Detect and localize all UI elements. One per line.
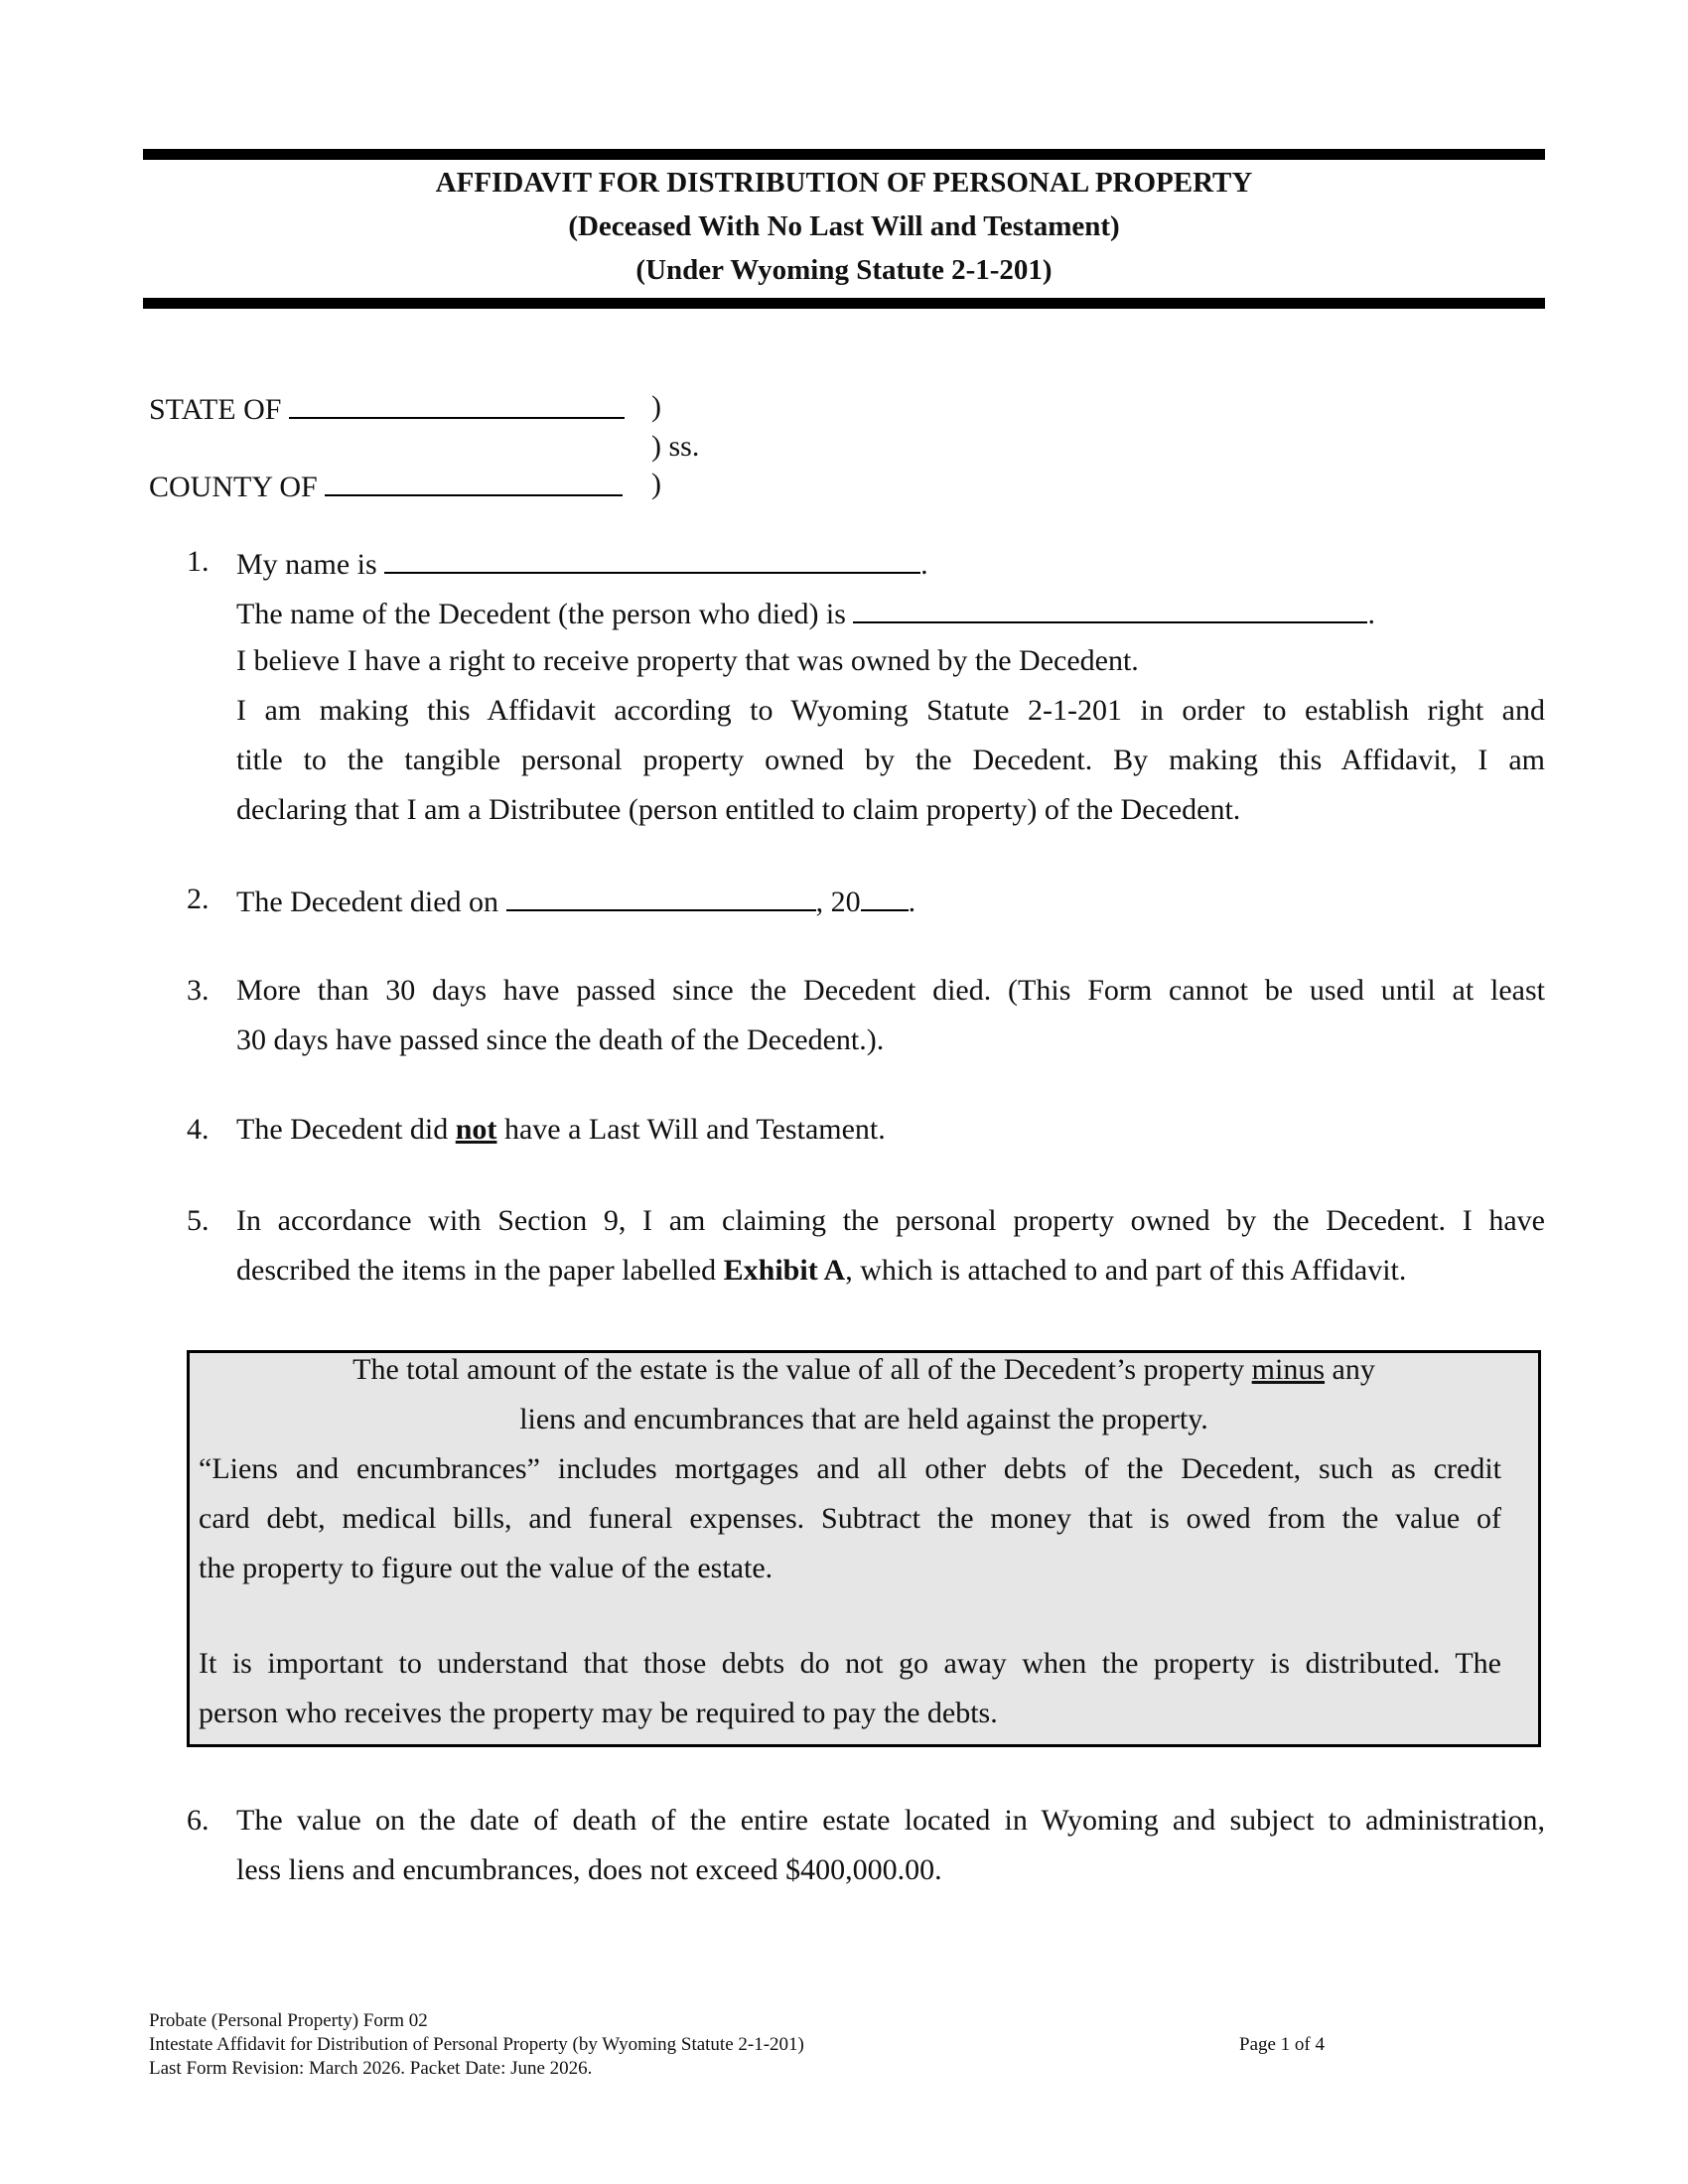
death-year-field[interactable] — [861, 882, 909, 911]
affiant-name-field[interactable] — [384, 544, 920, 574]
exhibit-a-label: Exhibit A — [723, 1254, 846, 1287]
top-rule — [143, 149, 1545, 160]
bottom-rule — [143, 298, 1545, 309]
item-1-line-5: title to the tangible personal property owned by the Decedent. By making this Affidavit, I am — [236, 744, 1545, 776]
minus-underlined: minus — [1251, 1353, 1326, 1386]
item-5-number: 5. — [187, 1204, 210, 1237]
item-2-number: 2. — [187, 883, 210, 915]
period: . — [920, 548, 928, 581]
notice-line-2: liens and encumbrances that are held against the property. — [519, 1403, 1208, 1435]
item-1-line-4: I am making this Affidavit according to Wyoming Statute 2-1-201 in order to establish right and — [236, 694, 1545, 727]
notice-line-6: It is important to understand that those debts do not go away when the property is distributed. The — [199, 1647, 1501, 1680]
no-will-pre: The Decedent did — [236, 1113, 449, 1146]
state-label: STATE OF — [149, 393, 282, 426]
item-3-number: 3. — [187, 974, 210, 1007]
notice-line-7: person who receives the property may be required to pay the debts. — [199, 1697, 998, 1729]
state-field[interactable] — [289, 389, 625, 419]
item-1-line-6: declaring that I am a Distributee (person entitled to claim property) of the Decedent. — [236, 793, 1241, 826]
death-date-field[interactable] — [506, 882, 816, 911]
venue-paren-1: ) — [651, 390, 661, 423]
item-1-line-3: I believe I have a right to receive property that was owned by the Decedent. — [236, 644, 1139, 677]
no-will-post: have a Last Will and Testament. — [503, 1113, 886, 1146]
item-1-line-1 — [236, 544, 928, 583]
item-6-line-2: less liens and encumbrances, does not exceed $400,000.00. — [236, 1853, 942, 1886]
item-4-number: 4. — [187, 1113, 210, 1146]
death-date-label: The Decedent died on — [236, 886, 499, 918]
item-1-number: 1. — [187, 545, 210, 578]
item-4-line — [236, 1112, 886, 1148]
document-subtitle: (Deceased With No Last Will and Testament) — [568, 210, 1120, 242]
county-line — [149, 467, 623, 505]
decedent-name-field[interactable] — [853, 594, 1367, 623]
statute-subtitle: (Under Wyoming Statute 2-1-201) — [635, 254, 1053, 286]
period: . — [908, 886, 916, 918]
item-6-number: 6. — [187, 1804, 210, 1837]
state-line — [149, 389, 625, 428]
notice-line-4: card debt, medical bills, and funeral expenses. Subtract the money that is owed from the value of — [199, 1502, 1501, 1535]
decedent-name-label: The name of the Decedent (the person who died) is — [236, 598, 846, 630]
name-label: My name is — [236, 548, 377, 581]
item-3-line-2: 30 days have passed since the death of the Decedent.). — [236, 1024, 885, 1056]
exhibit-pre: described the items in the paper labelled — [236, 1254, 717, 1287]
item-2-line — [236, 882, 915, 920]
venue-ss: ) ss. — [651, 430, 700, 463]
venue-paren-2: ) — [651, 468, 661, 500]
footer-revision: Last Form Revision: March 2026. Packet Date: June 2026. — [149, 2058, 593, 2079]
notice-line-5: the property to figure out the value of the estate. — [199, 1552, 774, 1584]
county-label: COUNTY OF — [149, 471, 318, 503]
footer-form-number: Probate (Personal Property) Form 02 — [149, 2010, 428, 2031]
item-3-line-1: More than 30 days have passed since the Decedent died. (This Form cannot be used until at least — [236, 974, 1545, 1007]
document-title: AFFIDAVIT FOR DISTRIBUTION OF PERSONAL PROPERTY — [435, 167, 1253, 199]
period: . — [1367, 598, 1375, 630]
item-5-line-1: In accordance with Section 9, I am claiming the personal property owned by the Decedent. I have — [236, 1204, 1545, 1237]
notice-line-1 — [187, 1352, 1541, 1388]
exhibit-post: , which is attached to and part of this Affidavit. — [845, 1254, 1407, 1287]
notice-line-3: “Liens and encumbrances” includes mortgages and all other debts of the Decedent, such as credit — [199, 1452, 1501, 1485]
notice-c1-post: any — [1332, 1353, 1375, 1386]
not-emphasis: not — [455, 1113, 497, 1146]
footer-form-title: Intestate Affidavit for Distribution of Personal Property (by Wyoming Statute 2-1-201) — [149, 2034, 804, 2055]
item-5-line-2 — [236, 1253, 1406, 1289]
notice-c1-pre: The total amount of the estate is the value of all of the Decedent’s property — [352, 1353, 1245, 1386]
year-prefix: , 20 — [815, 886, 861, 918]
item-6-line-1: The value on the date of death of the entire estate located in Wyoming and subject to administration, — [236, 1804, 1545, 1837]
item-1-line-2 — [236, 594, 1375, 632]
county-field[interactable] — [325, 467, 623, 496]
footer-page-number: Page 1 of 4 — [1239, 2034, 1326, 2055]
